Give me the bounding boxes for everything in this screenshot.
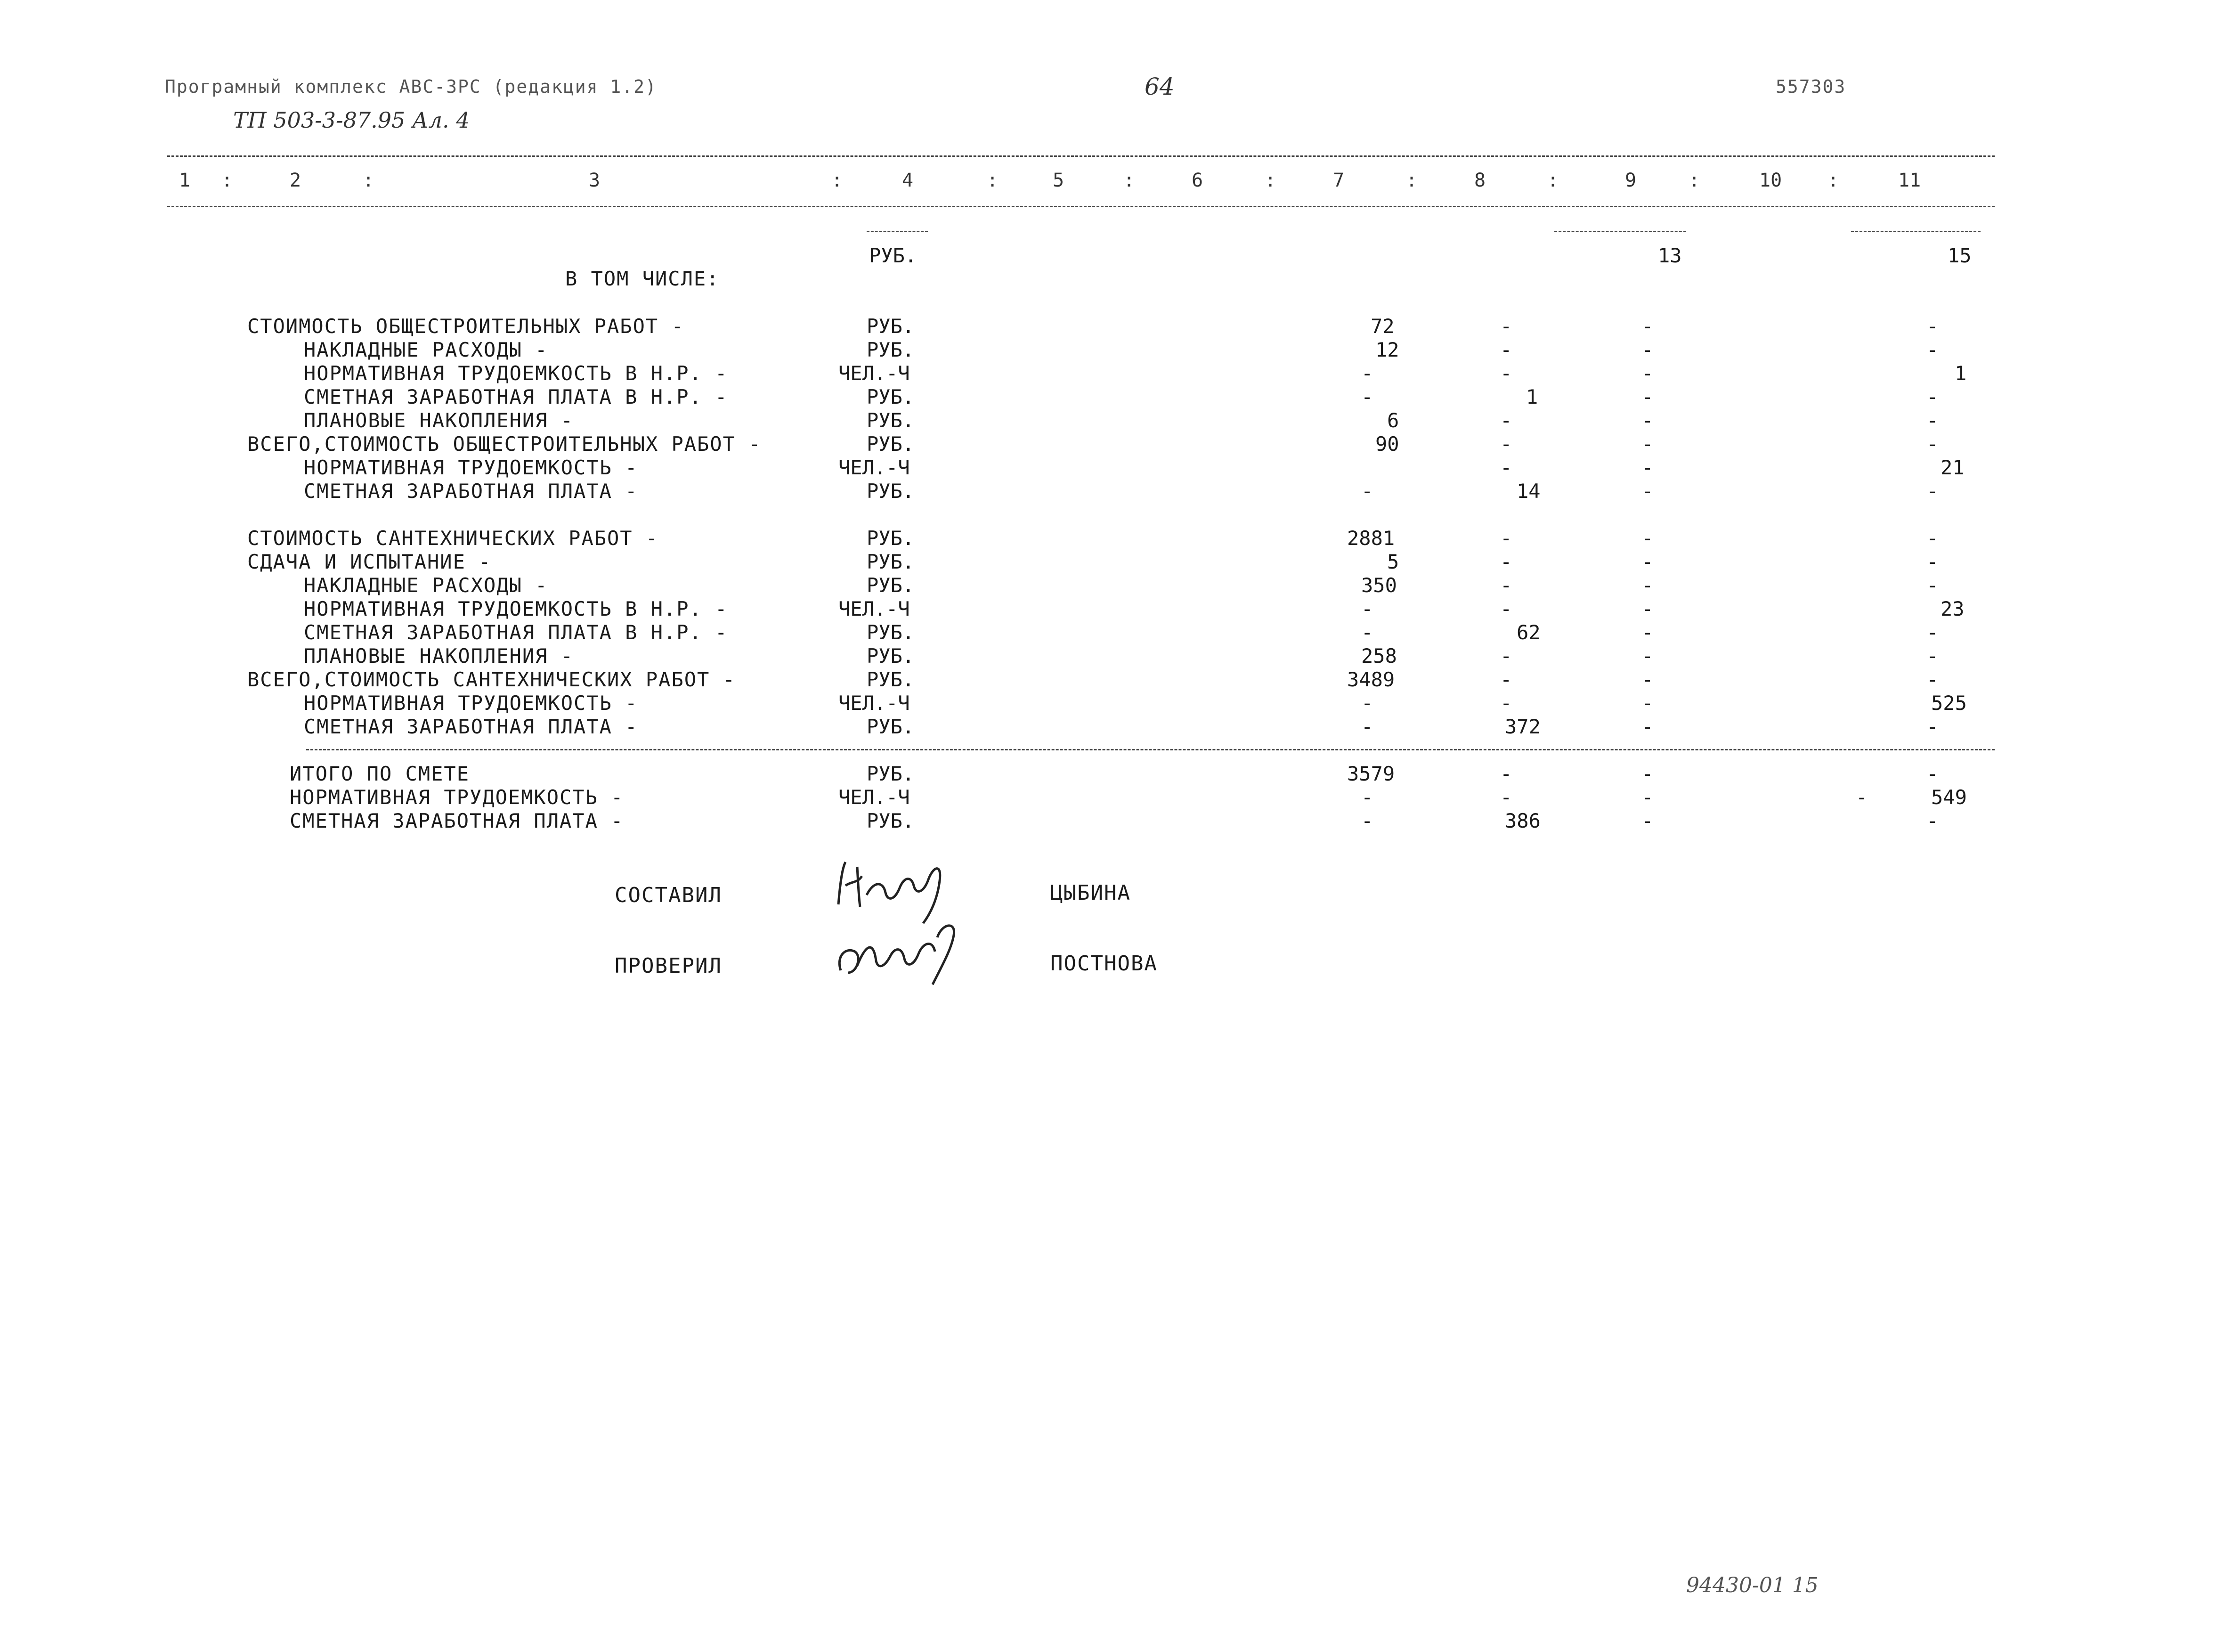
row-col8: 1 xyxy=(1526,385,1538,408)
col-6: 6 xyxy=(1192,170,1203,191)
table-row xyxy=(0,715,2225,739)
col-11: 11 xyxy=(1898,170,1921,191)
row-col11: - xyxy=(1926,574,1939,597)
row-col11: - xyxy=(1926,385,1939,408)
totals-col7: 3579 xyxy=(1347,762,1395,785)
totals-col11: 549 xyxy=(1931,786,1967,809)
row-col11: - xyxy=(1926,527,1939,550)
col-separator: : xyxy=(1265,170,1276,191)
totals-col9: - xyxy=(1641,809,1654,832)
row-col11: 1 xyxy=(1955,362,1967,385)
compiler-name: ЦЫБИНА xyxy=(1050,881,1131,905)
totals-row xyxy=(0,762,2225,786)
row-col8: - xyxy=(1500,574,1512,597)
row-label: НАКЛАДНЫЕ РАСХОДЫ - xyxy=(304,574,548,597)
table-row xyxy=(0,362,2225,385)
row-label: НОРМАТИВНАЯ ТРУДОЕМКОСТЬ - xyxy=(304,456,638,479)
row-col11: 23 xyxy=(1941,597,1965,620)
program-title: Програмный комплекс АВС-ЗРС (редакция 1.2) xyxy=(165,76,657,97)
row-label: ВСЕГО,СТОИМОСТЬ САНТЕХНИЧЕСКИХ РАБОТ - xyxy=(247,668,736,691)
row-col9: - xyxy=(1641,574,1654,597)
row-col8: - xyxy=(1500,315,1512,338)
col-separator: : xyxy=(1123,170,1135,191)
totals-col10: - xyxy=(1856,786,1868,809)
document-code: 557303 xyxy=(1776,76,1846,97)
col-separator: : xyxy=(1689,170,1700,191)
row-unit: РУБ. xyxy=(867,574,915,597)
row-col7: 350 xyxy=(1361,574,1397,597)
row-col8: - xyxy=(1500,409,1512,432)
row-col9: - xyxy=(1641,409,1654,432)
row-col7: - xyxy=(1361,715,1373,738)
row-col9: - xyxy=(1641,644,1654,667)
table-row xyxy=(0,644,2225,668)
row-col11: - xyxy=(1926,409,1939,432)
row-col7: - xyxy=(1361,480,1373,503)
row-col7: 6 xyxy=(1387,409,1399,432)
row-col8: 372 xyxy=(1505,715,1541,738)
row-col7: - xyxy=(1361,597,1373,620)
row-label: НОРМАТИВНАЯ ТРУДОЕМКОСТЬ В Н.Р. - xyxy=(304,597,728,620)
row-col11: - xyxy=(1926,621,1939,644)
row-label: СМЕТНАЯ ЗАРАБОТНАЯ ПЛАТА В Н.Р. - xyxy=(304,385,728,408)
row-unit: РУБ. xyxy=(867,432,915,456)
totals-label: СМЕТНАЯ ЗАРАБОТНАЯ ПЛАТА - xyxy=(290,809,624,832)
row-col9: - xyxy=(1641,692,1654,715)
col-4: 4 xyxy=(902,170,914,191)
row-col8: - xyxy=(1500,432,1512,456)
row-col7: 12 xyxy=(1375,338,1399,361)
table-row xyxy=(0,315,2225,338)
row-col8: - xyxy=(1500,456,1512,479)
row-col9: - xyxy=(1641,527,1654,550)
row-col8: 14 xyxy=(1517,480,1541,503)
row-unit: РУБ. xyxy=(867,409,915,432)
row-unit: РУБ. xyxy=(867,338,915,361)
section-title: В ТОМ ЧИСЛЕ: xyxy=(565,267,720,290)
row-label: СМЕТНАЯ ЗАРАБОТНАЯ ПЛАТА - xyxy=(304,715,638,738)
row-label: СТОИМОСТЬ САНТЕХНИЧЕСКИХ РАБОТ - xyxy=(247,527,659,550)
totals-unit: РУБ. xyxy=(867,762,915,785)
row-col9: - xyxy=(1641,315,1654,338)
row-col9: - xyxy=(1641,432,1654,456)
totals-col11: - xyxy=(1926,762,1939,785)
totals-label: НОРМАТИВНАЯ ТРУДОЕМКОСТЬ - xyxy=(290,786,624,809)
row-label: ВСЕГО,СТОИМОСТЬ ОБЩЕСТРОИТЕЛЬНЫХ РАБОТ - xyxy=(247,432,762,456)
row-unit: РУБ. xyxy=(867,385,915,408)
row-col11: - xyxy=(1926,432,1939,456)
row-col11: - xyxy=(1926,644,1939,667)
row-label: НОРМАТИВНАЯ ТРУДОЕМКОСТЬ - xyxy=(304,692,638,715)
row-col7: - xyxy=(1361,385,1373,408)
col-1: 1 xyxy=(179,170,191,191)
col9-total: 13 xyxy=(1658,244,1682,267)
table-row xyxy=(0,527,2225,550)
row-col11: - xyxy=(1926,715,1939,738)
col9-underline xyxy=(1554,231,1686,232)
row-label: СТОИМОСТЬ ОБЩЕСТРОИТЕЛЬНЫХ РАБОТ - xyxy=(247,315,684,338)
row-col8: 62 xyxy=(1517,621,1541,644)
row-col9: - xyxy=(1641,621,1654,644)
row-label: СМЕТНАЯ ЗАРАБОТНАЯ ПЛАТА В Н.Р. - xyxy=(304,621,728,644)
row-col8: - xyxy=(1500,362,1512,385)
col11-underline xyxy=(1851,231,1981,232)
row-col11: 525 xyxy=(1931,692,1967,715)
table-row xyxy=(0,338,2225,362)
row-col11: - xyxy=(1926,550,1939,573)
col-separator: : xyxy=(1406,170,1418,191)
top-rule xyxy=(167,155,1995,157)
totals-col9: - xyxy=(1641,786,1654,809)
header-rule xyxy=(167,206,1995,207)
totals-col7: - xyxy=(1361,809,1373,832)
totals-unit: ЧЕЛ.-Ч xyxy=(838,786,910,809)
col-3: 3 xyxy=(589,170,601,191)
table-row xyxy=(0,480,2225,503)
table-row xyxy=(0,621,2225,644)
row-col8: - xyxy=(1500,527,1512,550)
totals-col11: - xyxy=(1926,809,1939,832)
row-col9: - xyxy=(1641,338,1654,361)
totals-label: ИТОГО ПО СМЕТЕ xyxy=(290,762,470,785)
col-5: 5 xyxy=(1053,170,1064,191)
totals-col7: - xyxy=(1361,786,1373,809)
row-label: ПЛАНОВЫЕ НАКОПЛЕНИЯ - xyxy=(304,409,574,432)
project-reference: ТП 503-3-87.95 Ал. 4 xyxy=(233,107,470,133)
col-2: 2 xyxy=(290,170,301,191)
table-row xyxy=(0,456,2225,480)
row-col7: - xyxy=(1361,692,1373,715)
col-separator: : xyxy=(221,170,233,191)
row-col8: - xyxy=(1500,550,1512,573)
table-row xyxy=(0,692,2225,715)
row-label: СДАЧА И ИСПЫТАНИЕ - xyxy=(247,550,492,573)
checker-name: ПОСТНОВА xyxy=(1050,952,1158,976)
totals-col9: - xyxy=(1641,762,1654,785)
row-col11: - xyxy=(1926,338,1939,361)
compiled-by-label: СОСТАВИЛ xyxy=(615,883,722,907)
table-row xyxy=(0,668,2225,692)
row-col11: - xyxy=(1926,668,1939,691)
row-unit: ЧЕЛ.-Ч xyxy=(838,692,910,715)
checked-by-label: ПРОВЕРИЛ xyxy=(615,954,722,978)
totals-col8: - xyxy=(1500,762,1512,785)
row-label: ПЛАНОВЫЕ НАКОПЛЕНИЯ - xyxy=(304,644,574,667)
row-unit: ЧЕЛ.-Ч xyxy=(838,362,910,385)
col-7: 7 xyxy=(1333,170,1345,191)
table-row xyxy=(0,409,2225,432)
row-unit: РУБ. xyxy=(867,550,915,573)
totals-rule xyxy=(306,749,1995,750)
row-unit: РУБ. xyxy=(867,480,915,503)
row-col8: - xyxy=(1500,338,1512,361)
row-col7: 3489 xyxy=(1347,668,1395,691)
row-label: НОРМАТИВНАЯ ТРУДОЕМКОСТЬ В Н.Р. - xyxy=(304,362,728,385)
row-col7: - xyxy=(1361,621,1373,644)
row-col9: - xyxy=(1641,715,1654,738)
col-separator: : xyxy=(1547,170,1559,191)
row-col11: - xyxy=(1926,315,1939,338)
row-col9: - xyxy=(1641,597,1654,620)
totals-row xyxy=(0,786,2225,809)
row-col7: 72 xyxy=(1371,315,1395,338)
col11-total: 15 xyxy=(1948,244,1972,267)
row-unit: ЧЕЛ.-Ч xyxy=(838,597,910,620)
row-label: НАКЛАДНЫЕ РАСХОДЫ - xyxy=(304,338,548,361)
totals-row xyxy=(0,809,2225,833)
row-col9: - xyxy=(1641,362,1654,385)
totals-col8: 386 xyxy=(1505,809,1541,832)
row-col9: - xyxy=(1641,456,1654,479)
col-separator: : xyxy=(1827,170,1839,191)
row-col9: - xyxy=(1641,385,1654,408)
table-row xyxy=(0,432,2225,456)
row-col8: - xyxy=(1500,668,1512,691)
row-unit: РУБ. xyxy=(867,315,915,338)
col-separator: : xyxy=(363,170,374,191)
row-unit: РУБ. xyxy=(867,621,915,644)
footer-note: 94430-01 15 xyxy=(1686,1573,1819,1597)
table-row xyxy=(0,597,2225,621)
unit-cell: РУБ. xyxy=(869,244,917,267)
table-row xyxy=(0,385,2225,409)
row-col11: - xyxy=(1926,480,1939,503)
row-unit: РУБ. xyxy=(867,715,915,738)
row-col9: - xyxy=(1641,668,1654,691)
row-col7: 2881 xyxy=(1347,527,1395,550)
row-col8: - xyxy=(1500,692,1512,715)
row-unit: ЧЕЛ.-Ч xyxy=(838,456,910,479)
page-number: 64 xyxy=(1145,73,1175,100)
row-unit: РУБ. xyxy=(867,644,915,667)
row-col7: 258 xyxy=(1361,644,1397,667)
table-row xyxy=(0,574,2225,597)
col-10: 10 xyxy=(1759,170,1782,191)
table-row xyxy=(0,550,2225,574)
row-unit: РУБ. xyxy=(867,527,915,550)
row-col11: 21 xyxy=(1941,456,1965,479)
row-col7: 5 xyxy=(1387,550,1399,573)
totals-col8: - xyxy=(1500,786,1512,809)
checker-signature xyxy=(829,914,980,989)
row-col7: - xyxy=(1361,362,1373,385)
row-col7: 90 xyxy=(1375,432,1399,456)
col-8: 8 xyxy=(1474,170,1486,191)
totals-unit: РУБ. xyxy=(867,809,915,832)
row-col9: - xyxy=(1641,480,1654,503)
row-label: СМЕТНАЯ ЗАРАБОТНАЯ ПЛАТА - xyxy=(304,480,638,503)
col-separator: : xyxy=(987,170,999,191)
row-col8: - xyxy=(1500,644,1512,667)
unit-underline xyxy=(867,231,928,232)
row-unit: РУБ. xyxy=(867,668,915,691)
row-col9: - xyxy=(1641,550,1654,573)
col-separator: : xyxy=(831,170,843,191)
col-9: 9 xyxy=(1625,170,1637,191)
row-col8: - xyxy=(1500,597,1512,620)
units-row xyxy=(0,244,2225,268)
